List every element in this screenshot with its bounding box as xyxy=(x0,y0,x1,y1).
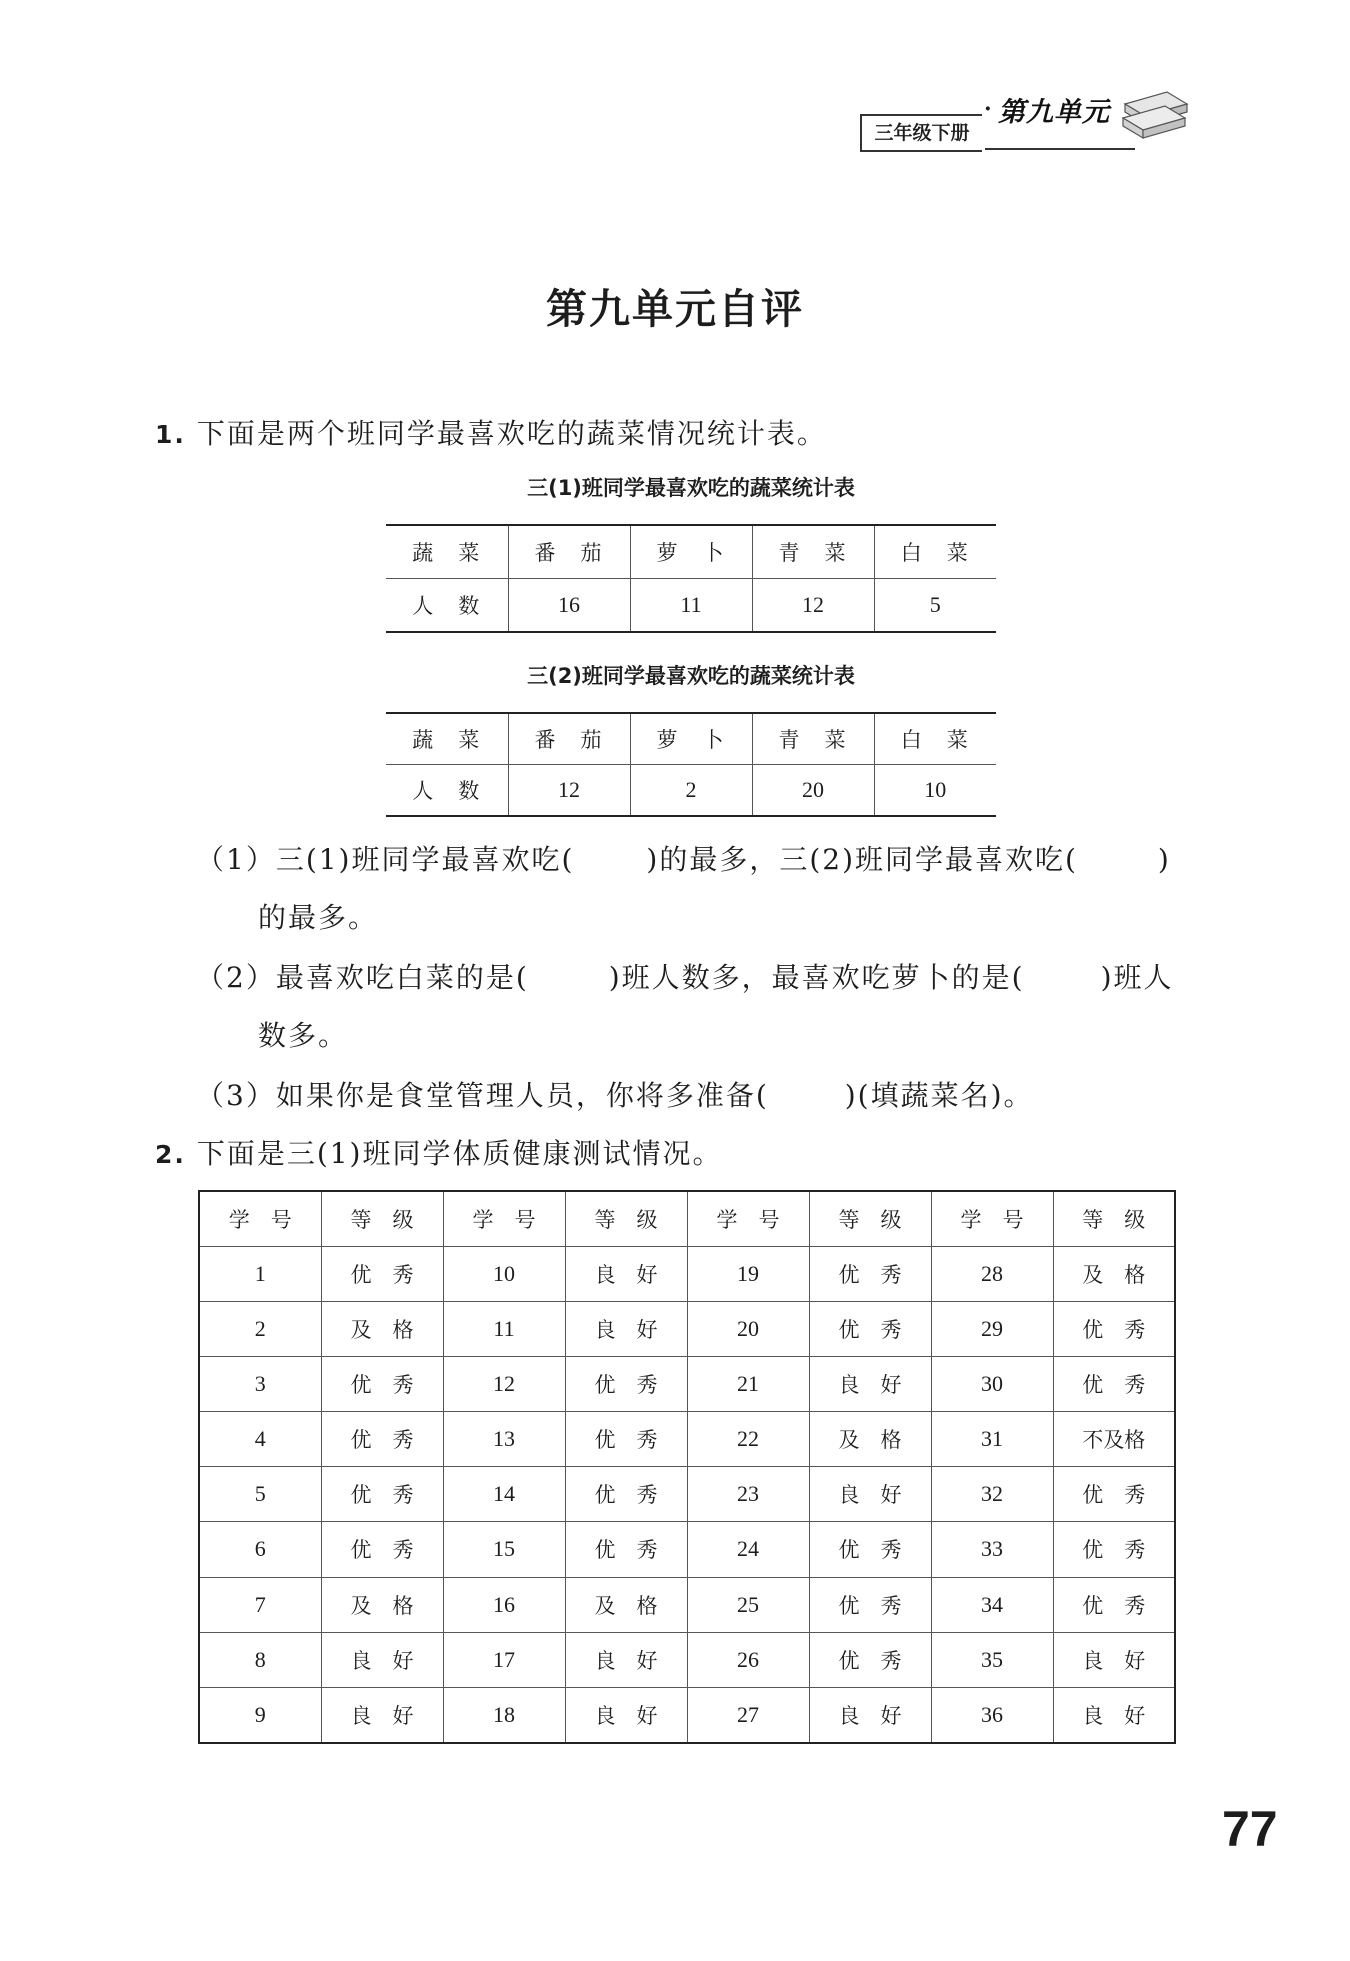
subquestion-2-part-c: )班人 xyxy=(1100,961,1174,994)
grade-level-cell: 优 秀 xyxy=(321,1357,443,1412)
student-number-cell: 6 xyxy=(199,1522,321,1577)
grade-level-cell: 良 好 xyxy=(321,1687,443,1743)
health-header-cell: 学 号 xyxy=(443,1191,565,1247)
grade-level-cell: 优 秀 xyxy=(809,1302,931,1357)
subquestion-2-line2: 数多。 xyxy=(258,1019,349,1052)
subquestion-2-part-a: （2）最喜欢吃白菜的是( xyxy=(196,961,529,994)
grade-level-cell: 良 好 xyxy=(809,1357,931,1412)
student-number-cell: 13 xyxy=(443,1412,565,1467)
student-number-cell: 1 xyxy=(199,1247,321,1302)
subquestion-2-line1 xyxy=(196,956,1174,996)
table2-header-cell: 蔬 菜 xyxy=(386,713,508,765)
table2-value: 12 xyxy=(508,765,630,817)
page-title: 第九单元自评 xyxy=(546,285,804,333)
student-number-cell: 23 xyxy=(687,1467,809,1522)
question-2-number: 2. xyxy=(155,1140,186,1169)
vegetable-table-class1 xyxy=(386,524,996,633)
student-number-cell: 30 xyxy=(931,1357,1053,1412)
table-row xyxy=(199,1632,1175,1687)
student-number-cell: 35 xyxy=(931,1632,1053,1687)
subquestion-3-line xyxy=(196,1074,1034,1114)
table-row xyxy=(199,1412,1175,1467)
table1-caption: 三(1)班同学最喜欢吃的蔬菜统计表 xyxy=(527,476,855,500)
table1-header-cell: 白 菜 xyxy=(874,525,996,579)
table2-header-cell: 青 菜 xyxy=(752,713,874,765)
grade-level-cell: 良 好 xyxy=(809,1467,931,1522)
grade-level-cell: 优 秀 xyxy=(809,1632,931,1687)
table2-caption: 三(2)班同学最喜欢吃的蔬菜统计表 xyxy=(527,664,855,688)
vegetable-table-class2 xyxy=(386,712,996,817)
grade-level-cell: 优 秀 xyxy=(809,1577,931,1632)
student-number-cell: 11 xyxy=(443,1302,565,1357)
table2-value: 10 xyxy=(924,777,947,802)
table1-value: 16 xyxy=(508,579,630,633)
grade-level-cell: 良 好 xyxy=(1053,1687,1175,1743)
grade-level-cell: 优 秀 xyxy=(565,1357,687,1412)
student-number-cell: 26 xyxy=(687,1632,809,1687)
question-2-stem xyxy=(155,1132,722,1172)
subquestion-3-part-a: （3）如果你是食堂管理人员，你将多准备( xyxy=(196,1079,769,1112)
table1-header-cell: 番 茄 xyxy=(508,525,630,579)
health-header-cell: 学 号 xyxy=(931,1191,1053,1247)
grade-level-cell: 不及格 xyxy=(1053,1412,1175,1467)
grade-level-cell: 优 秀 xyxy=(565,1412,687,1467)
health-header-cell: 等 级 xyxy=(321,1191,443,1247)
header-grade-label: 三年级下册 xyxy=(860,114,982,152)
table2-header-cell: 番 茄 xyxy=(508,713,630,765)
grade-level-cell: 优 秀 xyxy=(809,1247,931,1302)
subquestion-1-line1 xyxy=(196,838,1171,878)
table1-header-cell: 蔬 菜 xyxy=(386,525,508,579)
grade-level-cell: 及 格 xyxy=(1053,1247,1175,1302)
grade-level-cell: 优 秀 xyxy=(321,1247,443,1302)
table2-header-cell: 萝 卜 xyxy=(630,713,752,765)
table2-value: 20 xyxy=(752,765,874,817)
subquestion-1-part-b: )的最多，三(2)班同学最喜欢吃( xyxy=(646,843,1078,876)
student-number-cell: 25 xyxy=(687,1577,809,1632)
table-row xyxy=(199,1577,1175,1632)
student-number-cell: 29 xyxy=(931,1302,1053,1357)
student-number-cell: 31 xyxy=(931,1412,1053,1467)
table2-header-cell: 白 菜 xyxy=(874,713,996,765)
grade-level-cell: 及 格 xyxy=(565,1577,687,1632)
grade-level-cell: 优 秀 xyxy=(565,1522,687,1577)
subquestion-1-part-c: ) xyxy=(1157,843,1171,876)
student-number-cell: 7 xyxy=(199,1577,321,1632)
student-number-cell: 21 xyxy=(687,1357,809,1412)
header-unit-label: 第九单元 xyxy=(998,97,1110,128)
grade-level-cell: 良 好 xyxy=(321,1632,443,1687)
grade-level-cell: 优 秀 xyxy=(565,1467,687,1522)
header-dot: · xyxy=(984,96,992,122)
student-number-cell: 18 xyxy=(443,1687,565,1743)
grade-level-cell: 良 好 xyxy=(565,1632,687,1687)
health-test-table xyxy=(198,1190,1176,1744)
student-number-cell: 3 xyxy=(199,1357,321,1412)
student-number-cell: 9 xyxy=(199,1687,321,1743)
student-number-cell: 14 xyxy=(443,1467,565,1522)
table-row xyxy=(199,1357,1175,1412)
grade-level-cell: 优 秀 xyxy=(1053,1577,1175,1632)
student-number-cell: 22 xyxy=(687,1412,809,1467)
header-underline xyxy=(985,148,1135,150)
health-header-cell: 学 号 xyxy=(199,1191,321,1247)
health-header-cell: 等 级 xyxy=(1053,1191,1175,1247)
student-number-cell: 27 xyxy=(687,1687,809,1743)
question-1-stem xyxy=(155,412,827,452)
table1-header-cell: 萝 卜 xyxy=(630,525,752,579)
table1-header-cell: 青 菜 xyxy=(752,525,874,579)
grade-level-cell: 优 秀 xyxy=(1053,1467,1175,1522)
subquestion-2-part-b: )班人数多，最喜欢吃萝卜的是( xyxy=(608,961,1025,994)
table1-row-label: 人 数 xyxy=(386,579,508,633)
question-2-text: 下面是三(1)班同学体质健康测试情况。 xyxy=(196,1137,723,1170)
grade-level-cell: 优 秀 xyxy=(321,1467,443,1522)
table-row xyxy=(199,1247,1175,1302)
health-header-cell: 学 号 xyxy=(687,1191,809,1247)
table1-value: 11 xyxy=(630,579,752,633)
student-number-cell: 10 xyxy=(443,1247,565,1302)
question-1-number: 1. xyxy=(155,420,186,449)
grade-level-cell: 良 好 xyxy=(565,1302,687,1357)
table1-value: 5 xyxy=(929,592,941,617)
student-number-cell: 20 xyxy=(687,1302,809,1357)
grade-level-cell: 及 格 xyxy=(809,1412,931,1467)
subquestion-1-line2: 的最多。 xyxy=(258,901,379,934)
table-row xyxy=(199,1687,1175,1743)
table-row xyxy=(199,1522,1175,1577)
student-number-cell: 15 xyxy=(443,1522,565,1577)
student-number-cell: 33 xyxy=(931,1522,1053,1577)
table2-value: 2 xyxy=(630,765,752,817)
grade-level-cell: 优 秀 xyxy=(809,1522,931,1577)
grade-level-cell: 良 好 xyxy=(565,1687,687,1743)
page-number: 77 xyxy=(1222,1801,1278,1857)
grade-level-cell: 及 格 xyxy=(321,1302,443,1357)
question-1-text: 下面是两个班同学最喜欢吃的蔬菜情况统计表。 xyxy=(196,417,827,450)
grade-level-cell: 良 好 xyxy=(565,1247,687,1302)
grade-level-cell: 优 秀 xyxy=(321,1412,443,1467)
grade-level-cell: 良 好 xyxy=(809,1687,931,1743)
books-icon xyxy=(1115,84,1190,154)
subquestion-1-part-a: （1）三(1)班同学最喜欢吃( xyxy=(196,843,575,876)
student-number-cell: 5 xyxy=(199,1467,321,1522)
subquestion-3-part-b: )(填蔬菜名)。 xyxy=(844,1079,1034,1112)
grade-level-cell: 优 秀 xyxy=(1053,1357,1175,1412)
student-number-cell: 19 xyxy=(687,1247,809,1302)
grade-level-cell: 良 好 xyxy=(1053,1632,1175,1687)
grade-level-cell: 优 秀 xyxy=(1053,1522,1175,1577)
student-number-cell: 8 xyxy=(199,1632,321,1687)
student-number-cell: 36 xyxy=(931,1687,1053,1743)
health-header-cell: 等 级 xyxy=(565,1191,687,1247)
student-number-cell: 16 xyxy=(443,1577,565,1632)
grade-level-cell: 优 秀 xyxy=(1053,1302,1175,1357)
grade-level-cell: 优 秀 xyxy=(321,1522,443,1577)
table1-value: 12 xyxy=(752,579,874,633)
table-row xyxy=(199,1467,1175,1522)
student-number-cell: 17 xyxy=(443,1632,565,1687)
student-number-cell: 28 xyxy=(931,1247,1053,1302)
table2-row-label: 人 数 xyxy=(386,765,508,817)
student-number-cell: 32 xyxy=(931,1467,1053,1522)
grade-level-cell: 及 格 xyxy=(321,1577,443,1632)
student-number-cell: 24 xyxy=(687,1522,809,1577)
health-header-cell: 等 级 xyxy=(809,1191,931,1247)
student-number-cell: 34 xyxy=(931,1577,1053,1632)
student-number-cell: 2 xyxy=(199,1302,321,1357)
student-number-cell: 12 xyxy=(443,1357,565,1412)
student-number-cell: 4 xyxy=(199,1412,321,1467)
table-row xyxy=(199,1302,1175,1357)
